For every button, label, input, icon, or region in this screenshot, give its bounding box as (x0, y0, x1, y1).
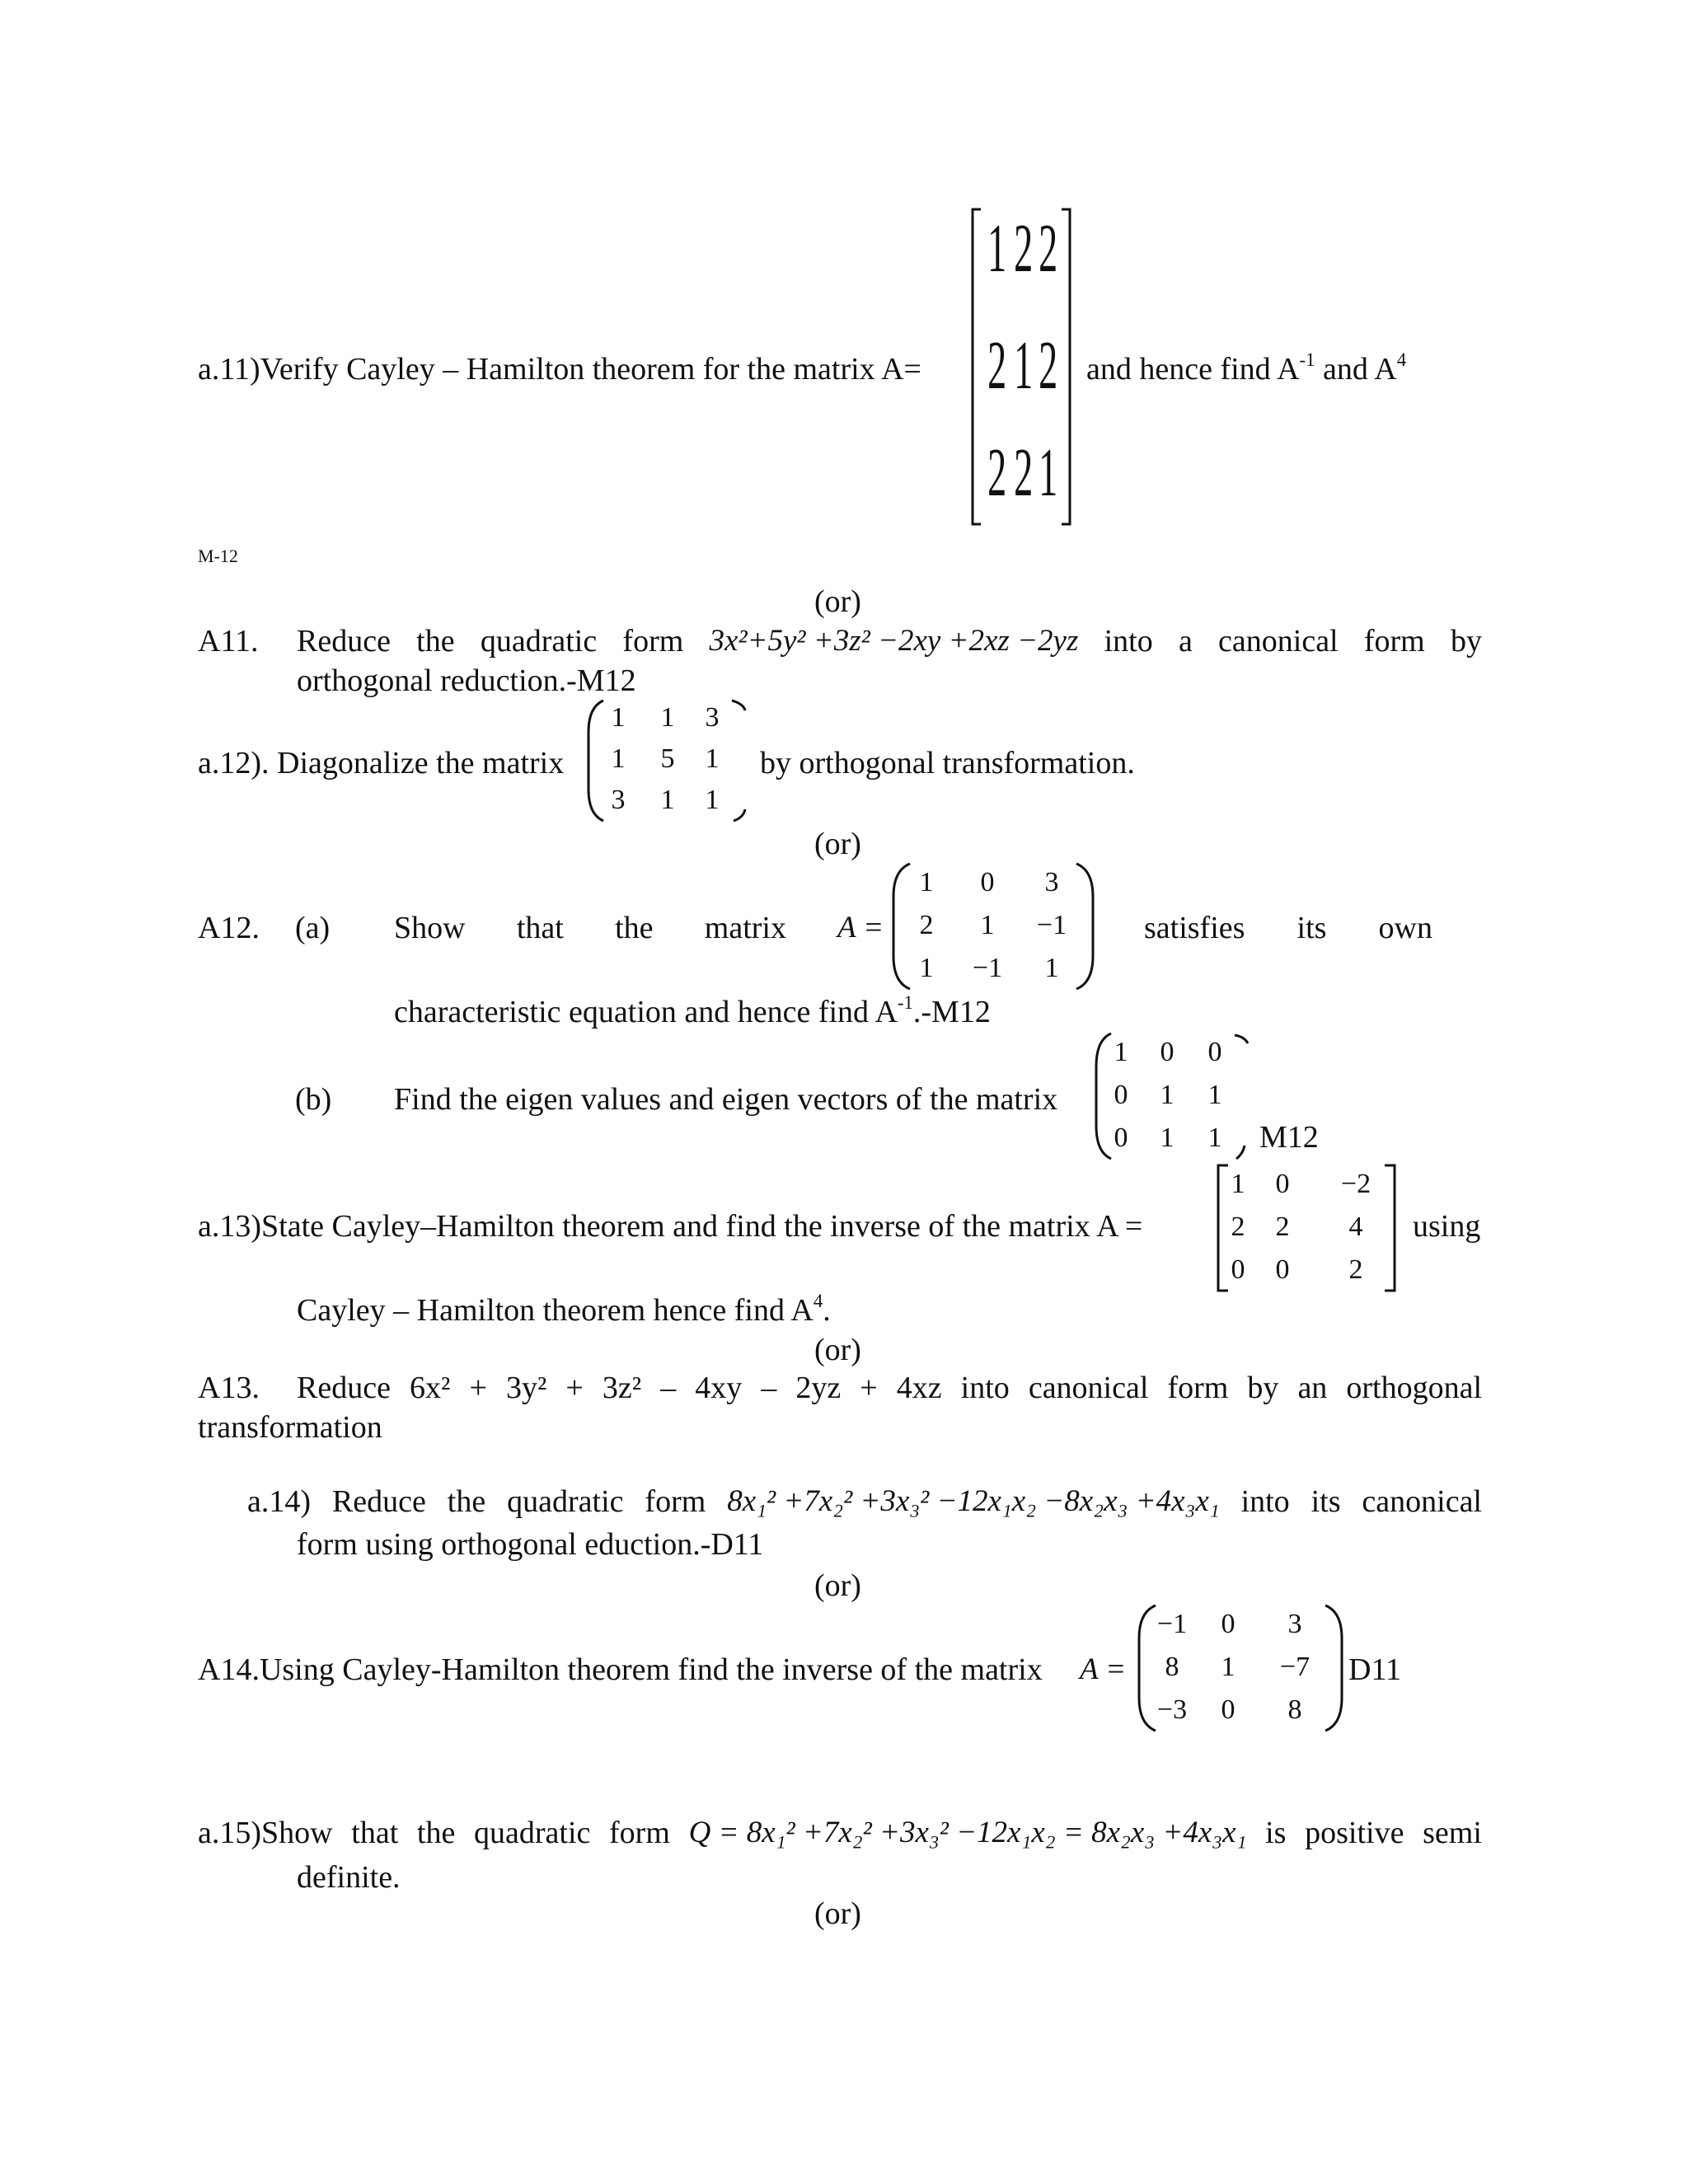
A13-word: into (960, 1371, 1010, 1405)
A12-word: that (516, 911, 564, 945)
a11-cell-0-2: 2 (1039, 210, 1058, 287)
a14-word: into (1240, 1484, 1290, 1519)
a15-quadratic-expression: Q = 8x₁² +7x₂² +3x₃² −12x₁x₂ = 8x₂x₃ +4x₃x₁ (688, 1816, 1247, 1849)
A12-cell-0-0: 1 (919, 867, 934, 898)
a14-word: its (1311, 1484, 1341, 1519)
a15-word: positive (1305, 1816, 1404, 1850)
a13-cell-0-1: 0 (1275, 1169, 1290, 1199)
a11-suffix-a: and hence find A (1086, 352, 1300, 387)
A14-cell-1-1: 1 (1221, 1652, 1236, 1682)
a12-cell-1-0: 1 (611, 743, 626, 774)
A13-word: Reduce (297, 1371, 391, 1405)
a13-prefix: a.13)State Cayley–Hamilton theorem and find the inverse of the matrix A = (198, 1209, 1143, 1244)
a11-cell-0-0: 1 (987, 210, 1007, 287)
A12-cell-1-1: 1 (980, 910, 995, 940)
A14-cell-1-0: 8 (1165, 1652, 1179, 1682)
a13-cell-1-1: 2 (1275, 1212, 1290, 1242)
A11-word: Reduce (297, 624, 391, 658)
a11-question (198, 351, 921, 387)
A12-b-cell-1-2: 1 (1207, 1080, 1222, 1110)
a11-matrix (969, 206, 1075, 527)
A12-tail-word: its (1296, 911, 1327, 945)
A12-b-text: Find the eigen values and eigen vectors of the matrix (394, 1082, 1058, 1117)
A14-matrix (1136, 1602, 1345, 1734)
A12-b-tag: M12 (1259, 1120, 1319, 1155)
a13-cell-1-2: 4 (1348, 1212, 1363, 1242)
a14-word: form (645, 1484, 706, 1519)
a12-cell-1-2: 1 (705, 743, 720, 774)
A12-cell-0-1: 0 (980, 867, 995, 898)
A13-word: + (860, 1371, 878, 1405)
A12-a-tail (1144, 910, 1432, 946)
A12-part-a: (a) (295, 911, 331, 945)
A12-part-b: (b) (295, 1082, 332, 1117)
A14-tag: D11 (1348, 1652, 1402, 1687)
A12-matrix (890, 860, 1096, 992)
a14-word: quadratic (507, 1484, 624, 1519)
A12-line2-tag: .-M12 (912, 995, 991, 1029)
a15-word: form (609, 1816, 670, 1850)
A11-quadratic-expression: 3x²+5y² +3z² −2xy +2xz −2yz (709, 624, 1079, 658)
A14-cell-0-0: −1 (1156, 1609, 1188, 1639)
a11-cell-1-2: 2 (1039, 327, 1058, 404)
a15-word: that (351, 1816, 399, 1850)
A13-number: A13. (198, 1371, 260, 1405)
a14-word: the (447, 1484, 486, 1519)
A12-line2-sup: -1 (897, 992, 913, 1014)
A13-word: 4xy (695, 1371, 743, 1405)
a14-line2 (297, 1526, 763, 1563)
a15-line2: definite. (297, 1860, 401, 1895)
a13-line2-text: Cayley – Hamilton theorem hence find A (297, 1293, 814, 1328)
A12-b-cell-0-1: 0 (1160, 1037, 1175, 1067)
A12-cell-2-1: −1 (972, 953, 1003, 983)
a12-suffix: by orthogonal transformation. (760, 746, 1135, 780)
a11-prefix: a.11)Verify Cayley – Hamilton theorem for the matrix A= (198, 352, 921, 387)
A14-cell-1-2: −7 (1279, 1652, 1311, 1682)
a15-word: quadratic (474, 1816, 591, 1850)
A12-matrix-label: A = (837, 911, 884, 944)
a13-line2-end: . (823, 1293, 831, 1328)
A14-cell-2-2: 8 (1287, 1694, 1302, 1725)
or-separator-3: (or) (814, 1333, 861, 1367)
A12-word: Show (394, 911, 466, 945)
a11-cell-2-1: 2 (1014, 434, 1034, 511)
A13-word: orthogonal (1346, 1371, 1482, 1405)
a11-sup-inverse: -1 (1299, 349, 1315, 371)
A14-prefix: A14.Using Cayley-Hamilton theorem find the inverse of the matrix (198, 1652, 1043, 1687)
A12-b-cell-2-2: 1 (1207, 1122, 1222, 1153)
or-separator-2: (or) (814, 827, 861, 861)
a14-word: Reduce (331, 1484, 426, 1519)
a15-word: the (416, 1816, 456, 1850)
A11-word: by (1450, 624, 1482, 658)
a15-line1 (198, 1815, 1482, 1851)
a13-cell-0-2: −2 (1340, 1169, 1372, 1199)
A12-line2-text: characteristic equation and hence find A (394, 995, 898, 1029)
A13-word: + (565, 1371, 584, 1405)
A13-word: form (1167, 1371, 1229, 1405)
a15-word: a.15)Show (198, 1816, 333, 1850)
a13-cell-0-0: 1 (1231, 1169, 1245, 1199)
a13-cell-2-2: 2 (1348, 1254, 1363, 1285)
A14-cell-0-2: 3 (1287, 1609, 1302, 1639)
A12-tail-word: own (1378, 911, 1432, 945)
A12-b-cell-1-1: 1 (1160, 1080, 1175, 1110)
A13-word: an (1297, 1371, 1328, 1405)
or-separator-1: (or) (814, 584, 861, 619)
a11-suffix-b: and A (1315, 352, 1397, 387)
a12-cell-2-2: 1 (705, 785, 720, 815)
a13-suffix: using (1413, 1209, 1481, 1244)
a12-matrix (585, 699, 750, 823)
a13-cell-2-0: 0 (1231, 1254, 1245, 1285)
A13-word: 6x² (410, 1371, 451, 1405)
a11-cell-1-1: 1 (1014, 327, 1034, 404)
A13-word: 4xz (896, 1371, 942, 1405)
A12-word: matrix (704, 911, 786, 945)
a13-cell-1-0: 2 (1231, 1212, 1245, 1242)
A13-word: canonical (1028, 1371, 1149, 1405)
A12-cell-2-0: 1 (919, 953, 934, 983)
a12-cell-0-2: 3 (705, 702, 720, 733)
a13-matrix (1215, 1162, 1398, 1294)
A11-word: form (622, 624, 684, 658)
a13-line2-sup: 4 (813, 1291, 823, 1312)
A12-cell-1-2: −1 (1036, 910, 1067, 940)
a15-word: semi (1423, 1816, 1482, 1850)
A13-word: – (761, 1371, 777, 1405)
a12-cell-2-1: 1 (660, 785, 675, 815)
a15-word: is (1265, 1816, 1287, 1850)
A12-b-matrix (1093, 1030, 1258, 1162)
A13-word: + (469, 1371, 487, 1405)
a12-cell-0-1: 1 (660, 702, 675, 733)
or-separator-4: (or) (814, 1568, 861, 1603)
A11-word: quadratic (480, 624, 598, 658)
A14-cell-2-0: −3 (1156, 1694, 1188, 1725)
A13-line1 (297, 1370, 1482, 1406)
or-separator-5: (or) (814, 1896, 861, 1931)
A11-word: form (1363, 624, 1425, 658)
A11-word: a (1178, 624, 1193, 658)
A12-b-cell-0-0: 1 (1114, 1037, 1128, 1067)
A14-cell-0-1: 0 (1221, 1609, 1236, 1639)
a14-word: canonical (1362, 1484, 1482, 1519)
A14-matrix-label: A = (1080, 1652, 1127, 1686)
A12-cell-1-0: 2 (919, 910, 934, 940)
a12-cell-0-0: 1 (611, 702, 626, 733)
A12-number: A12. (198, 911, 260, 945)
A12-b-cell-1-0: 0 (1114, 1080, 1128, 1110)
A11-word: into (1104, 624, 1153, 658)
A12-word: the (615, 911, 654, 945)
A13-word: by (1247, 1371, 1279, 1405)
a11-sup-power: 4 (1396, 349, 1407, 371)
A13-word: – (660, 1371, 677, 1405)
a11-cell-1-0: 2 (987, 327, 1007, 404)
a14-word: a.14) (247, 1484, 312, 1519)
a13-line2 (297, 1292, 831, 1329)
A13-word: 3y² (505, 1371, 547, 1405)
A13-word: 2yz (795, 1371, 842, 1405)
A12-cell-0-2: 3 (1044, 867, 1059, 898)
a12-cell-1-1: 5 (660, 743, 675, 774)
A12-b-cell-2-1: 1 (1160, 1122, 1175, 1153)
A12-cell-2-2: 1 (1044, 953, 1059, 983)
a11-cell-2-0: 2 (987, 434, 1007, 511)
A11-line2: orthogonal reduction.-M12 (297, 663, 636, 698)
A11-word: canonical (1218, 624, 1339, 658)
a14-line2-text: form using orthogonal (297, 1527, 585, 1562)
a12-cell-2-0: 3 (611, 785, 626, 815)
A12-b-cell-0-2: 0 (1207, 1037, 1222, 1067)
a11-cell-2-2: 1 (1039, 434, 1058, 511)
a14-line1 (247, 1483, 1482, 1520)
A13-word: 3z² (602, 1371, 642, 1405)
A11-line1 (297, 623, 1482, 659)
a11-suffix (1086, 351, 1406, 387)
A12-a-line2 (394, 994, 991, 1030)
m12-tag: M-12 (198, 546, 238, 566)
A12-b-cell-2-0: 0 (1114, 1122, 1128, 1153)
a13-cell-2-1: 0 (1275, 1254, 1290, 1285)
A12-a-words (394, 910, 786, 946)
A11-word: the (416, 624, 455, 658)
A13-line2: transformation (198, 1410, 382, 1445)
A12-tail-word: satisfies (1144, 911, 1245, 945)
a12-prefix: a.12). Diagonalize the matrix (198, 746, 565, 780)
A14-cell-2-1: 0 (1221, 1694, 1236, 1725)
A11-number: A11. (198, 624, 259, 658)
a14-quadratic-expression: 8x₁² +7x₂² +3x₃² −12x₁x₂ −8x₂x₃ +4x₃x₁ (727, 1484, 1220, 1518)
a14-line2-tag: eduction.-D11 (584, 1527, 764, 1562)
a11-cell-0-1: 2 (1014, 210, 1034, 287)
